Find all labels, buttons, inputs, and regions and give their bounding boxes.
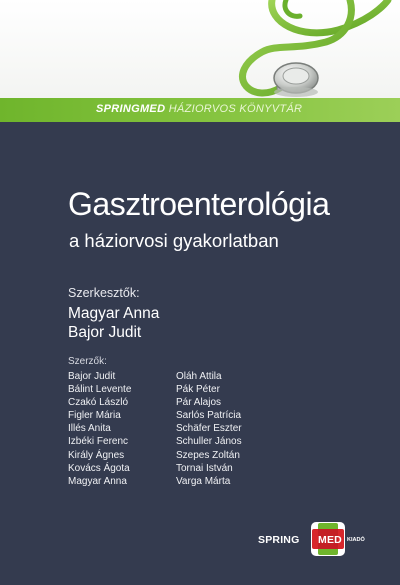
- author-name: Figler Mária: [68, 410, 121, 422]
- author-name: Czakó László: [68, 397, 129, 409]
- author-name: Tornai István: [176, 462, 233, 474]
- author-name: Izbéki Ferenc: [68, 436, 129, 448]
- book-subtitle: a háziorvosi gyakorlatban: [69, 230, 279, 251]
- author-name: Oláh Attila: [176, 371, 222, 382]
- author-name: Bajor Judit: [68, 371, 116, 382]
- author-name: Pár Alajos: [176, 397, 222, 409]
- book-title: Gasztroenterológia: [68, 186, 330, 222]
- author-name: Pák Péter: [176, 384, 220, 396]
- author-name: Bálint Levente: [68, 384, 132, 396]
- series-title: [96, 103, 302, 115]
- editor-name: Magyar Anna: [68, 305, 160, 322]
- series-brand: SPRINGMED: [96, 103, 166, 115]
- stethoscope-illustration: [0, 0, 400, 112]
- editors-label: Szerkesztők:: [68, 286, 140, 300]
- author-name: Magyar Anna: [68, 475, 127, 487]
- author-name: Király Ágnes: [68, 449, 125, 461]
- editor-name: Bajor Judit: [68, 324, 142, 341]
- author-name: Szepes Zoltán: [176, 449, 240, 461]
- author-name: Illés Anita: [68, 423, 111, 435]
- author-name: Schäfer Eszter: [176, 423, 242, 435]
- author-name: Sarlós Patrícia: [176, 410, 242, 422]
- publisher-name-part3: KIADÓ: [347, 537, 365, 543]
- editors-list: [68, 304, 159, 342]
- authors-column-right: [176, 370, 242, 488]
- publisher-name-part1: SPRING: [258, 534, 300, 546]
- author-name: Schuller János: [176, 436, 242, 448]
- publisher-name-part2: MED: [318, 534, 342, 546]
- authors-label: Szerzők:: [68, 356, 107, 367]
- author-name: Varga Márta: [176, 475, 231, 487]
- authors-column-left: [68, 370, 131, 488]
- series-name: HÁZIORVOS KÖNYVTÁR: [168, 103, 303, 115]
- author-name: Kovács Ágota: [68, 462, 130, 474]
